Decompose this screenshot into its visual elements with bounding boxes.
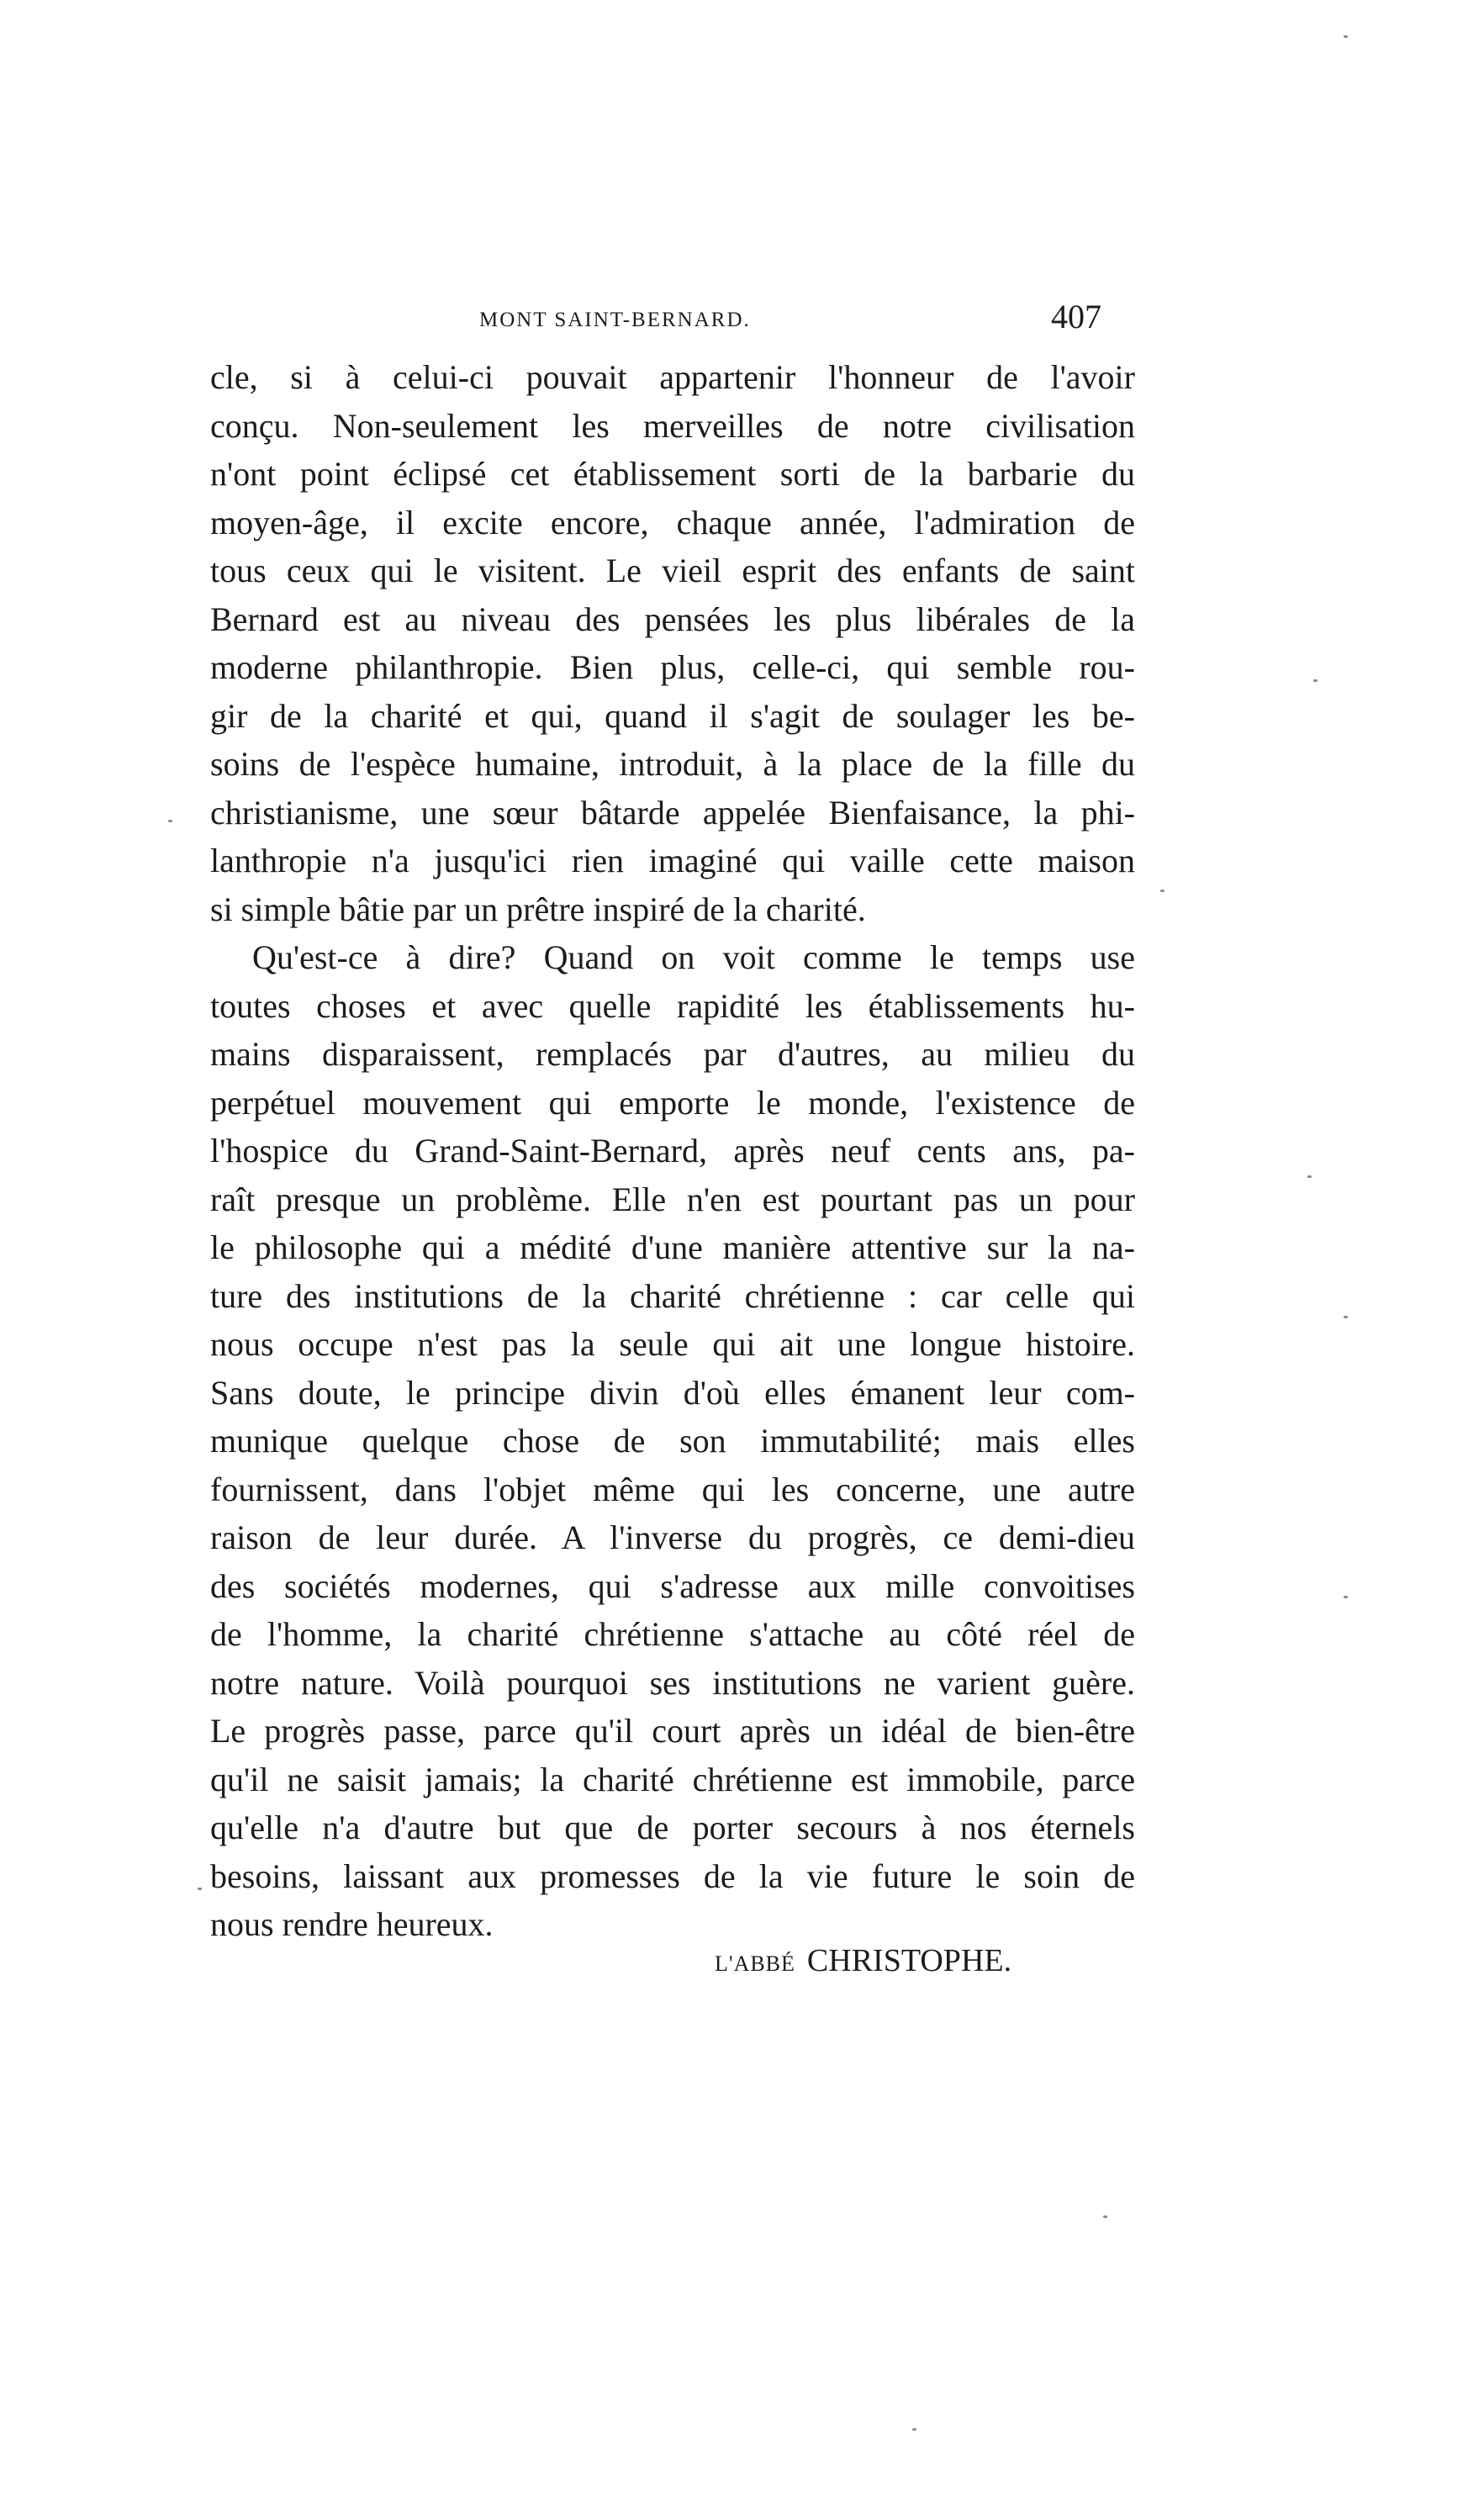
- text-line: qu'elle n'a d'autre but que de porter secours à nos éternels: [210, 1809, 1135, 1846]
- text-line: Sans doute, le principe divin d'où elles émanent leur com-: [210, 1373, 1135, 1412]
- text-line: fournissent, dans l'objet même qui les concerne, une autre: [210, 1470, 1135, 1508]
- text-line: lanthropie n'a jusqu'ici rien imaginé qui vaille cette maison: [210, 842, 1135, 879]
- text-line: tous ceux qui le visitent. Le vieil esprit des enfants de saint: [210, 552, 1135, 589]
- text-line: christianisme, une sœur bâtarde appelée Bienfaisance, la phi-: [210, 793, 1135, 832]
- scan-speck: [1160, 890, 1164, 892]
- text-line: notre nature. Voilà pourquoi ses institutions ne varient guère.: [210, 1663, 1135, 1702]
- text-line: nous occupe n'est pas la seule qui ait une longue histoire.: [210, 1325, 1135, 1363]
- text-line: Bernard est au niveau des pensées les plus libérales de la: [210, 599, 1135, 638]
- text-line: gir de la charité et qui, quand il s'agit de soulager les be-: [210, 696, 1135, 735]
- scan-speck: [1307, 1175, 1312, 1178]
- text-line: soins de l'espèce humaine, introduit, à la place de la fille du: [210, 745, 1135, 783]
- text-line: Le progrès passe, parce qu'il court après un idéal de bien-être: [210, 1712, 1135, 1750]
- text-line: de l'homme, la charité chrétienne s'attache au côté réel de: [210, 1615, 1135, 1653]
- running-title: MONT SAINT-BERNARD.: [479, 309, 751, 331]
- scan-speck: [1344, 1596, 1348, 1598]
- text-line: moderne philanthropie. Bien plus, celle-ci, qui semble rou-: [210, 648, 1135, 686]
- text-line: n'ont point éclipsé cet établissement sorti de la barbarie du: [210, 455, 1135, 493]
- text-line: munique quelque chose de son immutabilité; mais elles: [210, 1422, 1135, 1460]
- text-line: raison de leur durée. A l'inverse du progrès, ce demi-dieu: [210, 1518, 1135, 1556]
- scan-speck: [912, 2428, 916, 2431]
- text-line: qu'il ne saisit jamais; la charité chrétienne est immobile, parce: [210, 1760, 1135, 1798]
- scan-speck: [1344, 35, 1348, 38]
- text-line: nous rendre heureux.: [210, 1905, 494, 1943]
- scan-speck: [1344, 1316, 1348, 1318]
- running-head: [210, 290, 1101, 341]
- text-line: le philosophe qui a médité d'une manière attentive sur la na-: [210, 1228, 1135, 1266]
- text-line: cle, si à celui-ci pouvait appartenir l'honneur de l'avoir: [210, 358, 1135, 396]
- signature-prefix: L'ABBÉ: [715, 1951, 795, 1976]
- text-line: besoins, laissant aux promesses de la vie future le soin de: [210, 1856, 1135, 1895]
- text-line: si simple bâtie par un prêtre inspiré de la charité.: [210, 890, 866, 928]
- text-line: conçu. Non-seulement les merveilles de notre civilisation: [210, 406, 1135, 445]
- text-line: moyen-âge, il excite encore, chaque année, l'admiration de: [210, 503, 1135, 541]
- text-line: ture des institutions de la charité chrétienne : car celle qui: [210, 1276, 1135, 1315]
- page-number: 407: [1051, 298, 1101, 335]
- text-line: mains disparaissent, remplacés par d'autres, au milieu du: [210, 1035, 1135, 1073]
- text-line: raît presque un problème. Elle n'en est pourtant pas un pour: [210, 1180, 1135, 1218]
- body-text: [210, 353, 1135, 1949]
- text-line: perpétuel mouvement qui emporte le monde, l'existence de: [210, 1083, 1135, 1122]
- scan-speck: [198, 1888, 202, 1890]
- signature-name: CHRISTOPHE.: [806, 1943, 1012, 1978]
- text-line: l'hospice du Grand-Saint-Bernard, après neuf cents ans, pa-: [210, 1132, 1135, 1170]
- text-line: toutes choses et avec quelle rapidité les établissements hu-: [210, 986, 1135, 1025]
- scan-speck: [1313, 679, 1318, 682]
- text-line: Qu'est-ce à dire? Quand on voit comme le temps use: [252, 938, 1135, 976]
- author-signature: [715, 1942, 1011, 1979]
- text-line: des sociétés modernes, qui s'adresse aux mille convoitises: [210, 1566, 1135, 1605]
- scan-speck: [1103, 2215, 1107, 2218]
- scan-speck: [168, 820, 172, 822]
